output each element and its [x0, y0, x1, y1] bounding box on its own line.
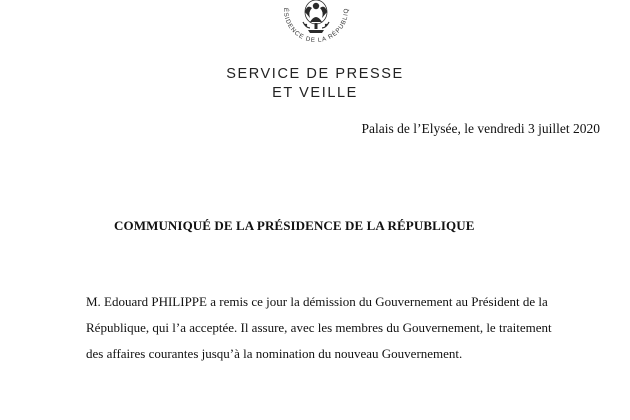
- body-text-line: des affaires courantes jusqu’à la nomination du nouveau Gouvernement.: [86, 346, 463, 361]
- service-name-line2: ET VEILLE: [272, 85, 358, 101]
- seal-text: ÉSIDENCE DE LA RÉPUBLIQ: [281, 7, 351, 45]
- body-text-line: République, qui l’a acceptée. Il assure, avec les membres du Gouvernement, le traitement: [86, 320, 552, 335]
- service-name-line1: SERVICE DE PRESSE: [226, 66, 404, 82]
- body-text-line: M. Edouard PHILIPPE a remis ce jour la démission du Gouvernement au Président de la: [86, 294, 548, 309]
- document-title: COMMUNIQUÉ DE LA PRÉSIDENCE DE LA RÉPUBLIQUE: [114, 218, 475, 233]
- presidential-seal-logo: [270, 0, 362, 58]
- dateline: Palais de l’Elysée, le vendredi 3 juillet 2020: [361, 121, 600, 136]
